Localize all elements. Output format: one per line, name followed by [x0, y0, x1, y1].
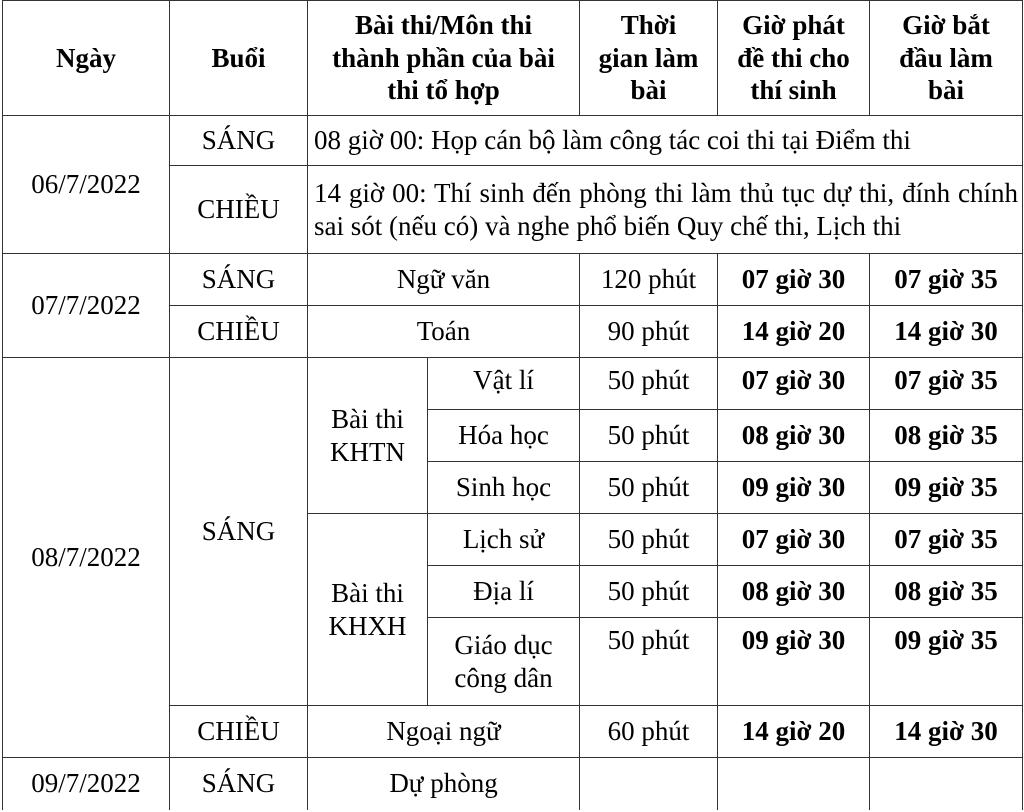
header-thoigian-line2: gian làm [598, 42, 699, 73]
subject-cell: Toán [308, 306, 580, 358]
start-time-cell: 07 giờ 35 [870, 254, 1023, 306]
distribute-time-cell: 09 giờ 30 [718, 462, 870, 514]
duration-cell: 60 phút [580, 706, 718, 758]
header-thoi-gian [580, 1, 718, 116]
distribute-time-cell: 07 giờ 30 [718, 358, 870, 410]
header-batdau-line3: bài [928, 75, 965, 106]
subject-cell: Dự phòng [308, 758, 580, 810]
subject-cell: Ngữ văn [308, 254, 580, 306]
date-cell: 07/7/2022 [3, 254, 170, 358]
header-thoigian-line1: Thời [620, 9, 677, 40]
header-mon-line1: Bài thi/Môn thi [354, 9, 533, 40]
distribute-time-cell: 08 giờ 30 [718, 566, 870, 618]
session-cell: SÁNG [170, 116, 308, 166]
date-cell: 06/7/2022 [3, 116, 170, 254]
header-thoigian-line3: bài [630, 75, 667, 106]
date-cell: 09/7/2022 [3, 758, 170, 810]
note-cell: 08 giờ 00: Họp cán bộ làm công tác coi thi tại Điểm thi [308, 116, 1023, 166]
session-cell: CHIỀU [170, 166, 308, 254]
start-time-cell: 07 giờ 35 [870, 358, 1023, 410]
header-row [3, 1, 1023, 116]
table-row [3, 116, 1023, 166]
header-mon-line3: thi tổ hợp [387, 75, 500, 106]
session-cell: CHIỀU [170, 306, 308, 358]
start-time-cell: 14 giờ 30 [870, 706, 1023, 758]
header-gio-phat-de [718, 1, 870, 116]
subject-gdcd-line1: Giáo dục [454, 629, 553, 660]
header-ngay: Ngày [3, 1, 170, 116]
subject-cell: Hóa học [428, 410, 580, 462]
group-khxh-line1: Bài thi [331, 577, 404, 608]
header-mon-line2: thành phần của bài [332, 42, 555, 73]
table-row [3, 758, 1023, 810]
session-cell: SÁNG [170, 254, 308, 306]
start-time-cell: 09 giờ 35 [870, 618, 1023, 706]
distribute-time-cell: 07 giờ 30 [718, 514, 870, 566]
duration-cell: 90 phút [580, 306, 718, 358]
distribute-time-cell: 14 giờ 20 [718, 306, 870, 358]
exam-schedule-table [2, 0, 1023, 810]
start-time-cell: 14 giờ 30 [870, 306, 1023, 358]
distribute-time-cell [718, 758, 870, 810]
start-time-cell: 07 giờ 35 [870, 514, 1023, 566]
distribute-time-cell: 07 giờ 30 [718, 254, 870, 306]
start-time-cell: 08 giờ 35 [870, 410, 1023, 462]
header-phatde-line2: đề thi cho [737, 42, 850, 73]
session-cell: CHIỀU [170, 706, 308, 758]
start-time-cell: 08 giờ 35 [870, 566, 1023, 618]
group-cell-khtn [308, 358, 428, 514]
distribute-time-cell: 08 giờ 30 [718, 410, 870, 462]
table-row [3, 358, 1023, 410]
start-time-cell: 09 giờ 35 [870, 462, 1023, 514]
group-cell-khxh [308, 514, 428, 706]
note-cell: 14 giờ 00: Thí sinh đến phòng thi làm thủ tục dự thi, đính chính sai sót (nếu có) và nghe phổ biến Quy chế thi, Lịch thi [308, 166, 1023, 254]
duration-cell: 50 phút [580, 358, 718, 410]
duration-cell: 120 phút [580, 254, 718, 306]
header-phatde-line3: thí sinh [750, 75, 837, 106]
duration-cell: 50 phút [580, 410, 718, 462]
duration-cell: 50 phút [580, 514, 718, 566]
group-khxh-line2: KHXH [328, 610, 407, 641]
distribute-time-cell: 09 giờ 30 [718, 618, 870, 706]
date-cell: 08/7/2022 [3, 358, 170, 758]
subject-cell: Lịch sử [428, 514, 580, 566]
distribute-time-cell: 14 giờ 20 [718, 706, 870, 758]
duration-cell [580, 758, 718, 810]
subject-cell: Sinh học [428, 462, 580, 514]
duration-cell: 50 phút [580, 462, 718, 514]
group-khtn-line2: KHTN [330, 436, 405, 467]
table-row [3, 254, 1023, 306]
subject-cell: Địa lí [428, 566, 580, 618]
header-batdau-line1: Giờ bắt [902, 9, 990, 40]
header-phatde-line1: Giờ phát [742, 9, 845, 40]
group-khtn-line1: Bài thi [331, 403, 404, 434]
header-buoi: Buổi [170, 1, 308, 116]
subject-cell: Ngoại ngữ [308, 706, 580, 758]
subject-cell: Vật lí [428, 358, 580, 410]
header-mon-thi [308, 1, 580, 116]
subject-gdcd-line2: công dân [454, 662, 553, 693]
subject-cell [428, 618, 580, 706]
duration-cell: 50 phút [580, 566, 718, 618]
duration-cell: 50 phút [580, 618, 718, 706]
header-gio-bat-dau [870, 1, 1023, 116]
session-cell: SÁNG [170, 758, 308, 810]
header-batdau-line2: đầu làm [899, 42, 993, 73]
session-cell: SÁNG [170, 358, 308, 706]
start-time-cell [870, 758, 1023, 810]
